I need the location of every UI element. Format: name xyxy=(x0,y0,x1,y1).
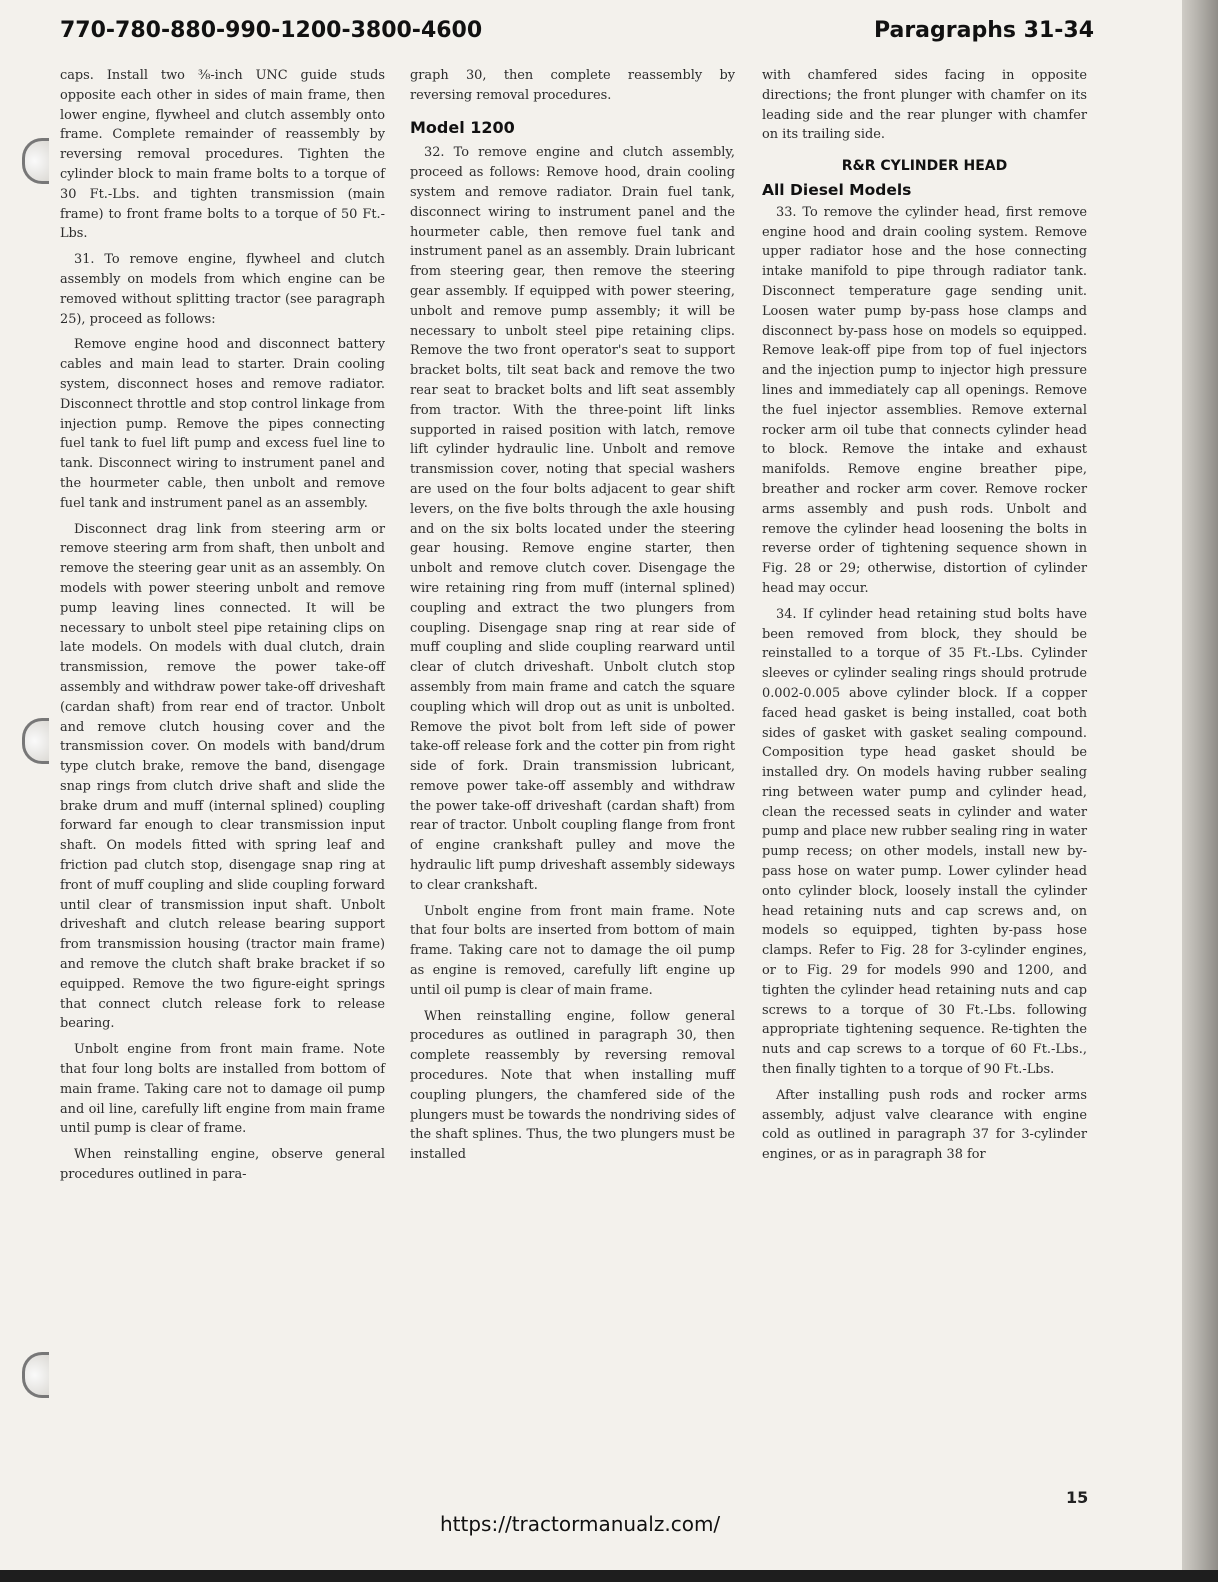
paragraph: When reinstalling engine, follow general procedures as outlined in paragraph 30, then complete reassembly by reversing removal procedures. Note that when installing muff coupling plungers, the chamfered side of the plungers must be towards the nondriving sides of the shaft splines. Thus, the two plungers must be installed xyxy=(410,1008,735,1163)
page-number: 15 xyxy=(1066,1488,1089,1507)
paragraph: Disconnect drag link from steering arm or remove steering arm from shaft, then unbolt and remove the steering gear unit as an assembly. On models with power steering unbolt and remove pump leaving lines connected. It will be necessary to unbolt steel pipe retaining clips on late models. On models with dual clutch, drain transmission, remove the power take-off assembly and withdraw power take-off driveshaft (cardan shaft) from rear end of tractor. Unbolt and remove clutch housing cover and the transmission cover. On models with band/drum type clutch brake, remove the band, disengage snap rings from clutch drive shaft and slide the brake drum and muff (internal splined) coupling forward far enough to clear transmission input shaft. On models fitted with spring leaf and friction pad clutch stop, disengage snap ring at front of muff coupling and slide coupling forward until clear of transmission input shaft. Unbolt driveshaft and clutch release bearing support from transmission housing (tractor main frame) and remove the clutch shaft brake bracket if so equipped. Remove the two figure-eight springs that connect clutch release fork to release bearing. xyxy=(60,521,385,1032)
paragraph: caps. Install two ⅜-inch UNC guide studs opposite each other in sides of main frame, then lower engine, flywheel and clutch assembly onto frame. Complete remainder of reassembly by reversing removal procedures. Tighten the cylinder block to main frame bolts to a torque of 30 Ft.-Lbs. and tighten transmission (main frame) to front frame bolts to a torque of 50 Ft.-Lbs. xyxy=(60,68,385,242)
page-header xyxy=(60,18,1094,52)
section-heading: R&R CYLINDER HEAD xyxy=(841,158,1008,175)
paragraph: 32. To remove engine and clutch assembly, proceed as follows: Remove hood, drain cooling system and remove radiator. Drain fuel tank, disconnect wiring to instrument panel and the hourmeter cable, then remove fuel tank and instrument panel as an assembly. Drain lubricant from steering gear, then remove the steering gear assembly. If equipped with power steering, unbolt and remove pump assembly; it will be necessary to unbolt steel pipe retaining clips. Remove the two front operator's seat to support bracket bolts, tilt seat back and remove the two rear seat to bracket bolts and lift seat assembly from tractor. With the three-point lift links supported in raised position with latch, remove lift cylinder hydraulic line. Unbolt and remove transmission cover, noting that special washers are used on the four bolts adjacent to gear shift levers, on the five bolts through the axle housing and on the six bolts located under the steering gear housing. Remove engine starter, then unbolt and remove clutch cover. Disengage the wire retaining ring from muff (internal splined) coupling and extract the two plungers from coupling. Disengage snap ring at rear side of muff coupling and slide coupling rearward until clear of clutch driveshaft. Unbolt clutch stop assembly from main frame and catch the square coupling which will drop out as unit is unbolted. Remove the pivot bolt from left side of power take-off release fork and the cotter pin from right side of fork. Drain transmission lubricant, remove power take-off assembly and withdraw the power take-off driveshaft (cardan shaft) from rear of tractor. Unbolt coupling flange from front of engine crankshaft pulley and move the hydraulic lift pump driveshaft assembly sideways to clear crankshaft. xyxy=(410,145,735,893)
paragraph: 31. To remove engine, flywheel and clutch assembly on models from which engine can be removed without splitting tractor (see paragraph 25), proceed as follows: xyxy=(60,252,385,327)
paragraph: When reinstalling engine, observe general procedures outlined in para- xyxy=(60,1147,385,1183)
paragraph: 34. If cylinder head retaining stud bolts have been removed from block, they should be reinstalled to a torque of 35 Ft.-Lbs. Cylinder sleeves or cylinder sealing rings should protrude 0.002-0.005 above cylinder block. If a copper faced head gasket is being installed, coat both sides of gasket with gasket sealing compound. Composition type head gasket should be installed dry. On models having rubber sealing ring between water pump and cylinder head, clean the recessed seats in cylinder and water pump and place new rubber sealing ring in water pump recess; on other models, install new by-pass hose on water pump. Lower cylinder head onto cylinder block, loosely install the cylinder head retaining nuts and cap screws and, on models so equipped, tighten by-pass hose clamps. Refer to Fig. 28 for 3-cylinder engines, or to Fig. 29 for models 990 and 1200, and tighten the cylinder head retaining nuts and cap screws to a torque of 30 Ft.-Lbs. following appropriate tightening sequence. Re-tighten the nuts and cap screws to a torque of 60 Ft.-Lbs., then finally tighten to a torque of 90 Ft.-Lbs. xyxy=(762,606,1087,1078)
source-url[interactable]: https://tractormanualz.com/ xyxy=(440,1512,721,1536)
paragraph: Unbolt engine from front main frame. Note that four bolts are inserted from bottom of main frame. Taking care not to damage the oil pump as engine is removed, carefully lift engine up until oil pump is clear of main frame. xyxy=(410,903,735,998)
binder-hole-icon xyxy=(22,718,49,764)
paragraph: After installing push rods and rocker arms assembly, adjust valve clearance with engine cold as outlined in paragraph 37 for 3-cylinder engines, or as in paragraph 38 for xyxy=(762,1087,1087,1163)
column-1 xyxy=(60,66,385,1191)
sub-heading: All Diesel Models xyxy=(762,180,912,199)
paragraph: with chamfered sides facing in opposite directions; the front plunger with chamfer on its leading side and the rear plunger with chamfer on its trailing side. xyxy=(762,68,1087,143)
paragraph-range: Paragraphs 31-34 xyxy=(873,18,1094,43)
binder-hole-icon xyxy=(22,1352,49,1398)
page-edge-shadow xyxy=(1182,0,1218,1582)
text-columns xyxy=(60,66,1100,1466)
bottom-border xyxy=(0,1570,1218,1582)
paragraph: Remove engine hood and disconnect battery cables and main lead to starter. Drain cooling system, disconnect hoses and remove radiator. Disconnect throttle and stop control linkage from injection pump. Remove the pipes connecting fuel tank to fuel lift pump and excess fuel line to tank. Disconnect wiring to instrument panel and the hourmeter cable, then unbolt and remove fuel tank and instrument panel as an assembly. xyxy=(60,337,385,511)
model-list: 770-780-880-990-1200-3800-4600 xyxy=(60,18,483,43)
column-3 xyxy=(762,66,1087,1171)
paragraph: graph 30, then complete reassembly by reversing removal procedures. xyxy=(410,68,735,103)
model-heading: Model 1200 xyxy=(410,117,515,137)
binder-hole-icon xyxy=(22,138,49,184)
paragraph: Unbolt engine from front main frame. Note that four long bolts are installed from bottom of main frame. Taking care not to damage oil pump and oil line, carefully lift engine from main frame until pump is clear of frame. xyxy=(60,1042,385,1137)
column-2 xyxy=(410,66,735,1171)
paragraph: 33. To remove the cylinder head, first remove engine hood and drain cooling system. Remove upper radiator hose and the hose connecting intake manifold to pipe through radiator tank. Disconnect temperature gage sending unit. Loosen water pump by-pass hose clamps and disconnect by-pass hose on models so equipped. Remove leak-off pipe from top of fuel injectors and the injection pump to injector high pressure lines and immediately cap all openings. Remove the fuel injector assemblies. Remove external rocker arm oil tube that connects cylinder head to block. Remove the intake and exhaust manifolds. Remove engine breather pipe, breather and rocker arm cover. Remove rocker arms assembly and push rods. Unbolt and remove the cylinder head loosening the bolts in reverse order of tightening sequence shown in Fig. 28 or 29; otherwise, distortion of cylinder head may occur. xyxy=(762,204,1087,596)
